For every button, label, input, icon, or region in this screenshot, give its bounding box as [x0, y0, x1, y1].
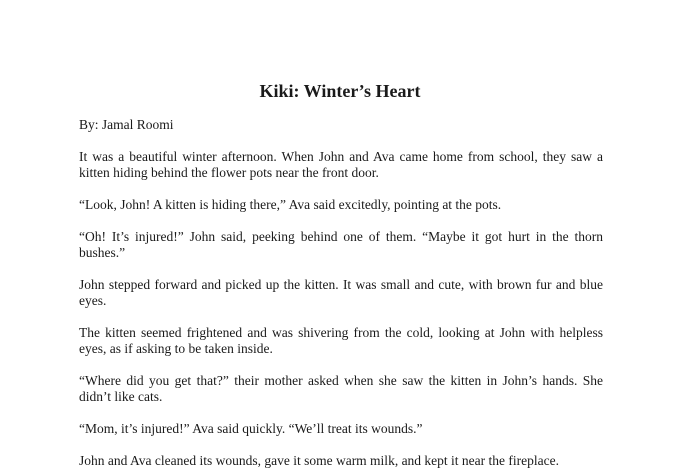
paragraph-7: “Mom, it’s injured!” Ava said quickly. “We’ll treat its wounds.” [79, 421, 423, 436]
paragraph-2: “Look, John! A kitten is hiding there,” Ava said excitedly, pointing at the pots. [79, 197, 502, 212]
paragraph-5: The kitten seemed frightened and was shivering from the cold, looking at John with helpless eyes, as if asking to be taken inside. [79, 325, 603, 356]
paragraph-3: “Oh! It’s injured!” John said, peeking behind one of them. “Maybe it got hurt in the thorn bushes.” [79, 229, 603, 260]
story-body [79, 149, 603, 469]
author-byline: By: Jamal Roomi [79, 117, 174, 132]
paragraph-8: John and Ava cleaned its wounds, gave it some warm milk, and kept it near the fireplace. [79, 453, 559, 468]
paragraph-4: John stepped forward and picked up the kitten. It was small and cute, with brown fur and blue eyes. [79, 277, 603, 308]
story-title: Kiki: Winter’s Heart [259, 81, 421, 101]
paragraph-1: It was a beautiful winter afternoon. When John and Ava came home from school, they saw a kitten hiding behind the flower pots near the front door. [79, 149, 603, 180]
paragraph-6: “Where did you get that?” their mother asked when she saw the kitten in John’s hands. She didn’t like cats. [79, 373, 603, 404]
